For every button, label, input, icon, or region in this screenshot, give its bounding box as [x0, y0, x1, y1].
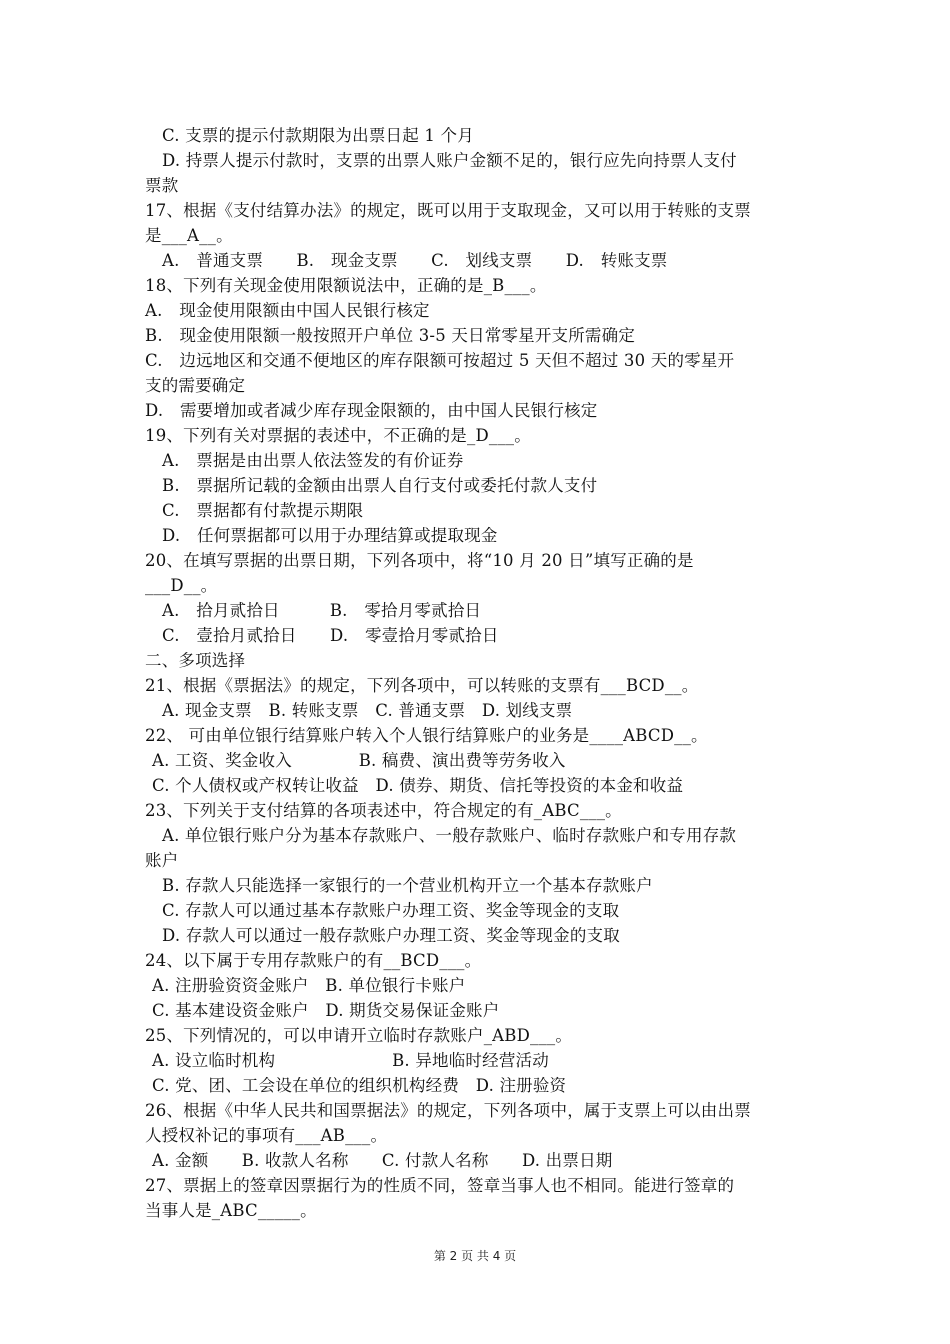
- option-line: C. 存款人可以通过基本存款账户办理工资、奖金等现金的支取: [162, 901, 620, 920]
- question-18: 18、下列有关现金使用限额说法中，正确的是_B___。: [145, 276, 547, 295]
- option-line: C. 票据都有付款提示期限: [162, 501, 364, 520]
- options-line: A. 设立临时机构 B. 异地临时经营活动: [152, 1051, 549, 1070]
- text-line: C. 支票的提示付款期限为出票日起 1 个月: [162, 126, 474, 145]
- option-line: A. 票据是由出票人依法签发的有价证券: [162, 451, 464, 470]
- question-25: 25、下列情况的，可以申请开立临时存款账户_ABD___。: [145, 1026, 573, 1045]
- option-line: B. 现金使用限额一般按照开户单位 3-5 天日常零星开支所需确定: [145, 326, 636, 345]
- options-line: A. 注册验资资金账户 B. 单位银行卡账户: [152, 976, 466, 995]
- option-line: B. 票据所记载的金额由出票人自行支付或委托付款人支付: [162, 476, 598, 495]
- option-line: D. 需要增加或者减少库存现金限额的，由中国人民银行核定: [145, 401, 598, 420]
- question-21: 21、根据《票据法》的规定，下列各项中，可以转账的支票有___BCD__。: [145, 676, 699, 695]
- question-22: 22、 可由单位银行结算账户转入个人银行结算账户的业务是____ABCD__。: [145, 726, 708, 745]
- option-line: D. 任何票据都可以用于办理结算或提取现金: [162, 526, 498, 545]
- option-line: C. 边远地区和交通不便地区的库存限额可按超过 5 天但不超过 30 天的零星开: [145, 351, 735, 370]
- question-20: 20、在填写票据的出票日期，下列各项中，将“10 月 20 日”填写正确的是: [145, 551, 694, 570]
- section-heading: 二、多项选择: [145, 651, 246, 670]
- page-footer: 第 2 页 共 4 页: [433, 1249, 517, 1263]
- text-line: 票款: [145, 176, 179, 195]
- options-line: A. 普通支票 B. 现金支票 C. 划线支票 D. 转账支票: [162, 251, 668, 270]
- option-line: D. 存款人可以通过一般存款账户办理工资、奖金等现金的支取: [162, 926, 620, 945]
- text-line: 当事人是_ABC_____。: [145, 1201, 317, 1220]
- question-17: 17、根据《支付结算办法》的规定，既可以用于支取现金，又可以用于转账的支票: [145, 201, 751, 220]
- question-24: 24、以下属于专用存款账户的有__BCD___。: [145, 951, 482, 970]
- question-19: 19、下列有关对票据的表述中，不正确的是_D___。: [145, 426, 531, 445]
- text-line: 账户: [145, 851, 179, 870]
- option-line: A. 单位银行账户分为基本存款账户、一般存款账户、临时存款账户和专用存款: [162, 826, 737, 845]
- option-line: B. 存款人只能选择一家银行的一个营业机构开立一个基本存款账户: [162, 876, 653, 895]
- text-line: 人授权补记的事项有___AB___。: [145, 1126, 388, 1145]
- question-23: 23、下列关于支付结算的各项表述中，符合规定的有_ABC___。: [145, 801, 622, 820]
- options-line: A. 现金支票 B. 转账支票 C. 普通支票 D. 划线支票: [162, 701, 573, 720]
- text-line: 是___A__。: [145, 226, 233, 245]
- options-line: C. 个人债权或产权转让收益 D. 债券、期货、信托等投资的本金和收益: [152, 776, 684, 795]
- options-line: C. 党、团、工会设在单位的组织机构经费 D. 注册验资: [152, 1076, 567, 1095]
- option-line: A. 现金使用限额由中国人民银行核定: [145, 301, 430, 320]
- text-line: ___D__。: [145, 576, 218, 595]
- text-line: D. 持票人提示付款时，支票的出票人账户金额不足的，银行应先向持票人支付: [162, 151, 737, 170]
- options-line: C. 壹拾月贰拾日 D. 零壹拾月零贰拾日: [162, 626, 499, 645]
- options-line: C. 基本建设资金账户 D. 期货交易保证金账户: [152, 1001, 500, 1020]
- options-line: A. 拾月贰拾日 B. 零拾月零贰拾日: [162, 601, 482, 620]
- text-line: 支的需要确定: [145, 376, 246, 395]
- options-line: A. 金额 B. 收款人名称 C. 付款人名称 D. 出票日期: [152, 1151, 613, 1170]
- question-27: 27、票据上的签章因票据行为的性质不同，签章当事人也不相同。能进行签章的: [145, 1176, 735, 1195]
- question-26: 26、根据《中华人民共和国票据法》的规定，下列各项中，属于支票上可以由出票: [145, 1101, 751, 1120]
- options-line: A. 工资、奖金收入 B. 稿费、演出费等劳务收入: [152, 751, 566, 770]
